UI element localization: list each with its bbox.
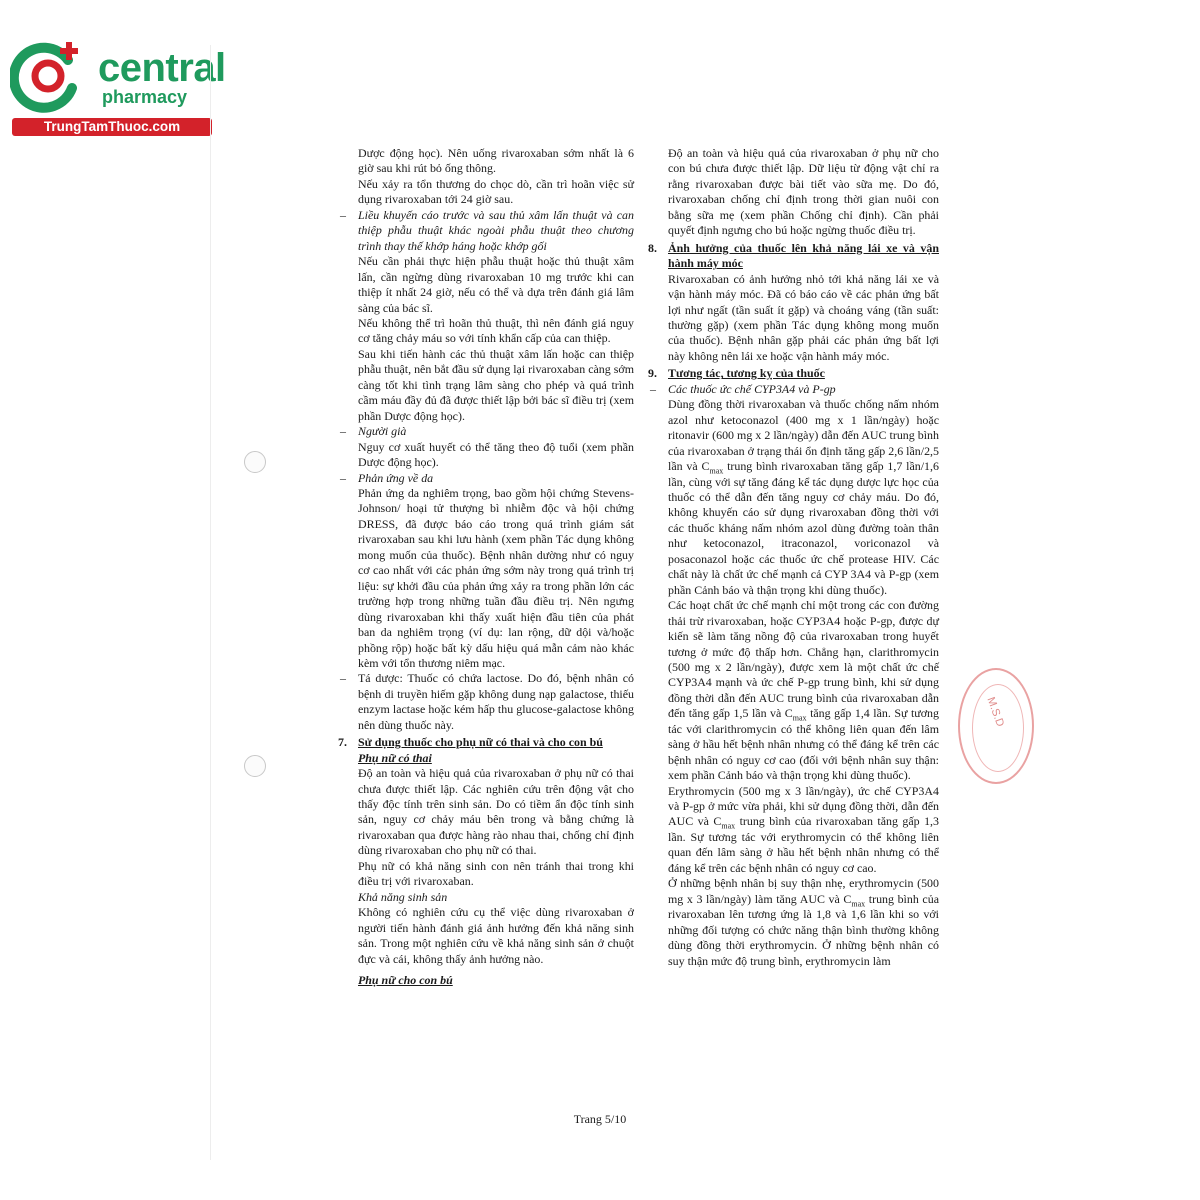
paragraph: Độ an toàn và hiệu quả của rivaroxaban ở phụ nữ có thai chưa được thiết lập. Các nghiên cứu trên động vật cho thấy độc tính trên sinh sản. Do có tiềm ẩn độc tính sinh sản, nguy cơ chảy máu bên trong và bằng chứng là rivaroxaban qua được hàng rào nhau thai, chống chỉ định dùng rivaroxaban cho phụ nữ có thai. <box>358 766 634 858</box>
subheading-italic: – Các thuốc ức chế CYP3A4 và P-gp <box>648 382 939 397</box>
pharmacy-logo <box>10 38 226 138</box>
paragraph: Rivaroxaban có ảnh hưởng nhỏ tới khả năng lái xe và vận hành máy móc. Đã có báo cáo về các phản ứng bất lợi như ngất (tần suất ít gặp) và choáng váng (tần suất: thường gặp) (xem phần Tác dụng không mong muốn của thuốc). Bệnh nhân gặp phải các phản ứng bất lợi này không nên lái xe hoặc vận hành máy móc. <box>668 271 939 363</box>
paragraph: Không có nghiên cứu cụ thể việc dùng rivaroxaban ở người tiến hành đánh giá ảnh hưởng đến khả năng sinh sản. Trong một nghiên cứu về khả năng sinh sản ở chuột đực và cái, không thấy ảnh hưởng nào. <box>358 905 634 966</box>
paragraph: Phụ nữ có khả năng sinh con nên tránh thai trong khi điều trị với rivaroxaban. <box>358 858 634 889</box>
subheading-underlined: Phụ nữ cho con bú <box>358 973 453 988</box>
right-column <box>648 146 939 969</box>
paragraph: Các hoạt chất ức chế mạnh chỉ một trong các con đường thải trừ rivaroxaban, hoặc CYP3A4 hoặc P-gp, được dự kiến sẽ làm tăng nồng độ của rivaroxaban trong huyết tương ở mức độ thấp hơn. Chẳng hạn, clarithromycin (500 mg x 2 lần/ngày), được xem là một chất ức chế CYP3A4 mạnh và ức chế P-gp trung bình, khi sử dụng đồng thời dẫn đến AUC trung bình của rivaroxaban dẫn đến tăng gấp 1,5 lần và $C_{max}$ tăng gấp 1,4 lần. Sự tương tác với clarithromycin có thể không liên quan đến lâm sàng ở hầu hết bệnh nhân nhưng có thể đáng kể trên các bệnh nhân có nguy cơ cao (đối với bệnh nhân suy thận: xem phần Cảnh báo và thận trọng khi dùng thuốc). <box>668 598 939 783</box>
logo-mark-icon <box>10 38 88 116</box>
punch-hole-icon <box>244 451 266 473</box>
paragraph: Nếu không thể trì hoãn thủ thuật, thì nên đánh giá nguy cơ tăng chảy máu so với tính khẩn cấp của can thiệp. <box>358 315 634 346</box>
paragraph: Erythromycin (500 mg x 3 lần/ngày), ức chế CYP3A4 và P-gp ở mức vừa phải, khi sử dụng đồng thời, dẫn đến AUC và $C_{max}$ trung bình của rivaroxaban tăng gấp 1,3 lần. Sự tương tác với erythromycin có thể không liên quan đến lâm sàng ở hầu hết bệnh nhân nhưng có thể đáng kể trên các bệnh nhân có nguy cơ cao. <box>668 783 939 875</box>
paragraph: Nguy cơ xuất huyết có thể tăng theo độ tuổi (xem phần Dược động học). <box>358 439 634 470</box>
section-heading-8: 8. Ảnh hưởng của thuốc lên khả năng lái xe và vận hành máy móc <box>648 240 939 271</box>
paragraph: Độ an toàn và hiệu quả của rivaroxaban ở phụ nữ cho con bú chưa được thiết lập. Dữ liệu từ động vật chỉ ra rằng rivaroxaban được bài tiết vào sữa mẹ. Do đó, rivaroxaban chống chỉ định trong thời gian nuôi con bằng sữa mẹ (xem phần Chống chỉ định). Cần phải quyết định ngưng cho bú hoặc ngừng thuốc điều trị. <box>668 146 939 238</box>
punch-hole-icon <box>244 755 266 777</box>
paragraph: Dùng đồng thời rivaroxaban và thuốc chống nấm nhóm azol như ketoconazol (400 mg x 1 lần/ngày) hoặc ritonavir (600 mg x 2 lần/ngày) dẫn đến AUC trung bình của rivaroxaban ở trạng thái ổn định tăng gấp 2,6 lần/2,5 lần và $C_{max}$ trung bình rivaroxaban tăng gấp 1,7 lần/1,6 lần, cùng với sự tăng đáng kể tác dụng dược lực học của thuốc có thể dẫn đến tăng nguy cơ chảy máu. Do đó, không khuyến cáo sử dụng rivaroxaban đồng thời với các thuốc kháng nấm nhóm azol dùng đường toàn thân như ketoconazol, itraconazol, voriconazol và posaconazol hoặc các thuốc ức chế protease HIV. Các chất này là chất ức chế mạnh cả CYP 3A4 và P-gp (xem phần Cảnh báo và thận trọng khi dùng thuốc). <box>668 397 939 597</box>
paragraph: Phản ứng da nghiêm trọng, bao gồm hội chứng Stevens-Johnson/ hoại tử thượng bì nhiễm độc và hội chứng DRESS, đã được báo cáo trong quá trình giám sát rivaroxaban sau khi lưu hành (xem phần Tác dụng không mong muốn của thuốc). Bệnh nhân dường như có nguy cơ cao nhất với các phản ứng sớm này trong quá trình trị liệu: sự khởi đầu của phản ứng xảy ra trong phần lớn các trường hợp trong những tuần đầu điều trị. Nên ngưng dùng rivaroxaban khi thấy xuất hiện đầu tiên của phát ban da nghiêm trọng (ví dụ: lan rộng, dữ dội và/hoặc phồng rộp) hoặc bất kỳ dấu hiệu quá mẫn cảm nào khác kèm với tổn thương niêm mạc. <box>358 485 634 670</box>
subheading-italic: – Người già <box>338 424 634 439</box>
paragraph: Nếu xảy ra tổn thương do chọc dò, cần trì hoãn việc sử dụng rivaroxaban tới 24 giờ sau. <box>358 176 634 207</box>
section-heading-9: 9. Tương tác, tương kỵ của thuốc <box>648 366 825 381</box>
subheading-italic: – Phản ứng về da <box>338 471 634 486</box>
paragraph: – Tá dược: Thuốc có chứa lactose. Do đó, bệnh nhân có bệnh di truyền hiếm gặp không dung nạp galactose, thiếu enzym lactase hoặc kém hấp thu glucose-galactose không nên dùng thuốc này. <box>338 671 634 733</box>
paragraph: Nếu cần phải thực hiện phẫu thuật hoặc thủ thuật xâm lấn, cần ngừng dùng rivaroxaban 10 mg trước khi can thiệp ít nhất 24 giờ, nếu có thể và dựa trên đánh giá lâm sàng của bác sĩ. <box>358 254 634 315</box>
logo-sub: pharmacy <box>102 87 188 107</box>
subheading-italic: Khả năng sinh sản <box>358 889 448 904</box>
subheading-underlined: Phụ nữ có thai <box>358 750 432 765</box>
paragraph: Dược động học). Nên uống rivaroxaban sớm nhất là 6 giờ sau khi rút bỏ ống thông. <box>358 146 634 176</box>
page-number: Trang 5/10 <box>573 1112 627 1126</box>
logo-brand: central <box>98 46 226 90</box>
logo-url[interactable]: TrungTamThuoc.com <box>12 118 212 136</box>
paragraph: Sau khi tiến hành các thủ thuật xâm lấn hoặc can thiệp phẫu thuật, nên bắt đầu sử dụng lại rivaroxaban càng sớm càng tốt khi tình trạng lâm sàng cho phép và quá trình cầm máu đầy đủ đã được thiết lập bởi bác sĩ điều trị (xem phần Dược động học). <box>358 346 634 423</box>
paragraph: Ở những bệnh nhân bị suy thận nhẹ, erythromycin (500 mg x 3 lần/ngày) làm tăng AUC và $C_{max}$ trung bình của rivaroxaban lên tương ứng là 1,8 và 1,6 lần khi so với những đối tượng có chức năng thận bình thường không dùng đồng thời erythromycin. Ở những bệnh nhân có suy thận mức độ trung bình, erythromycin làm <box>668 876 939 968</box>
section-heading-7: 7. Sử dụng thuốc cho phụ nữ có thai và cho con bú <box>338 735 603 750</box>
left-column <box>338 146 634 988</box>
subheading-italic: – Liều khuyến cáo trước và sau thủ xâm lấn thuật và can thiệp phẫu thuật khác ngoài phẫu thuật theo chương trình thay thế khớp háng hoặc khớp gối <box>338 208 634 254</box>
stamp-seal: M.S.D <box>958 668 1034 784</box>
